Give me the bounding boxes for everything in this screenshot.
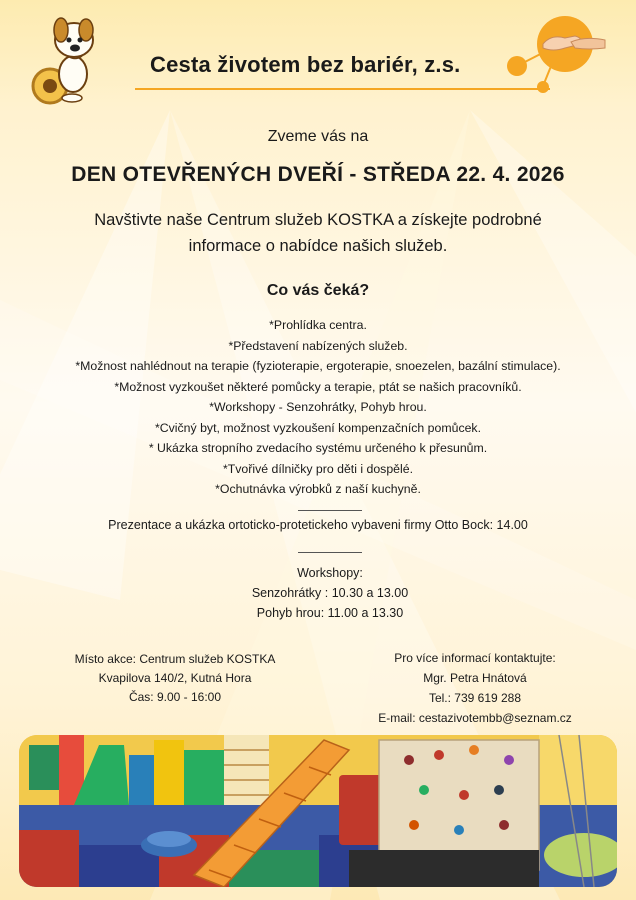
section-divider: [298, 510, 362, 511]
workshops-heading: Workshopy:: [297, 566, 363, 580]
therapy-room-illustration: [19, 735, 617, 887]
dog-logo-icon: [28, 6, 108, 106]
list-item: *Tvořivé dílničky pro děti i dospělé.: [222, 461, 413, 476]
workshop-time: Senzohrátky : 10.30 a 13.00: [251, 586, 409, 600]
event-title: DEN OTEVŘENÝCH DVEŘÍ - STŘEDA 22. 4. 2026: [71, 163, 565, 186]
section-divider: [298, 552, 362, 553]
list-item: *Prohlídka centra.: [269, 318, 367, 332]
contact-phone: Tel.: 739 619 288: [428, 691, 522, 705]
program-list: [30, 315, 606, 500]
header-divider: [135, 88, 550, 90]
contact-name: Mgr. Petra Hnátová: [423, 671, 527, 685]
list-item: * Ukázka stropního zvedacího systému určeného k přesunům.: [148, 441, 488, 455]
venue-time: Čas: 9.00 - 16:00: [128, 690, 222, 704]
list-item: *Možnost vyzkoušet některé pomůcky a terapie, ptát se našich pracovníků.: [114, 379, 522, 394]
organization-name: Cesta životem bez bariér, z.s.: [150, 52, 461, 77]
helping-hands-icon: [505, 14, 615, 94]
intro-text: [60, 207, 576, 259]
venue-place: Místo akce: Centrum služeb KOSTKA: [74, 652, 276, 666]
list-item: *Workshopy - Senzohrátky, Pohyb hrou.: [209, 400, 427, 414]
venue-info: [50, 650, 300, 707]
contact-email[interactable]: E-mail: cestazivotembb@seznam.cz: [378, 711, 572, 725]
list-item: *Představení nabízených služeb.: [228, 338, 408, 353]
list-item: *Ochutnávka výrobků z naší kuchyně.: [215, 482, 421, 496]
header: [0, 0, 636, 110]
intro-line: Navštivte naše Centrum služeb KOSTKA a získejte podrobné: [94, 211, 542, 229]
workshop-time: Pohyb hrou: 11.00 a 13.30: [256, 606, 404, 620]
workshops-info: [0, 563, 636, 623]
contact-info: [350, 648, 600, 728]
venue-address: Kvapilova 140/2, Kutná Hora: [98, 671, 252, 685]
therapy-room-photo: [19, 735, 617, 887]
presentation-text: Prezentace a ukázka ortoticko-protetickeho vybaveni firmy Otto Bock: 14.00: [108, 518, 528, 532]
list-item: *Cvičný byt, možnost vyzkoušení kompenzačních pomůcek.: [154, 420, 481, 435]
list-item: *Možnost nahlédnout na terapie (fyzioterapie, ergoterapie, snoezelen, bazální stimulace).: [75, 359, 561, 373]
invitation-text: Zveme vás na: [267, 128, 369, 145]
contact-heading: Pro více informací kontaktujte:: [394, 651, 556, 665]
program-heading: Co vás čeká?: [266, 282, 370, 299]
intro-line: informace o nabídce našich služeb.: [188, 237, 448, 255]
